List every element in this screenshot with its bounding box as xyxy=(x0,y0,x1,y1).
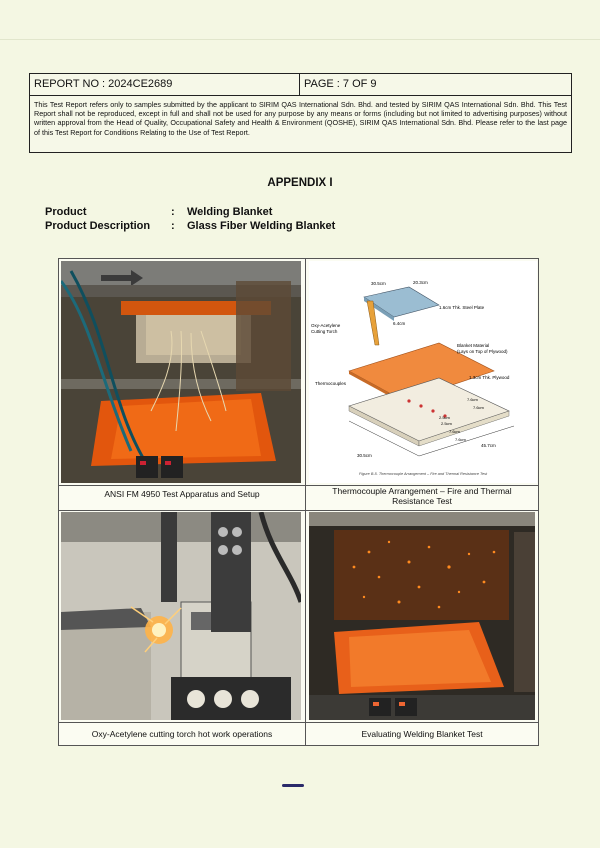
thermocouple-caption xyxy=(306,486,538,506)
product-description-row xyxy=(45,220,335,232)
apparatus-caption: ANSI FM 4950 Test Apparatus and Setup xyxy=(104,489,260,499)
dim-25b-label: 2.5cm xyxy=(441,421,452,426)
torch-label-1: Oxy-Acetylene xyxy=(311,323,341,328)
steel-plate-label: 1.6cm Thk. Steel Plate xyxy=(439,305,485,310)
page-number: PAGE : 7 OF 9 xyxy=(304,78,377,90)
dim-76b-label: 7.6cm xyxy=(473,405,484,410)
report-header-box xyxy=(29,73,572,153)
diagram-figure-caption: Figure B-5. Thermocouple Arrangement – Fire and Thermal Resistance Test xyxy=(359,472,488,476)
dim-bottom-label: 30.5cm xyxy=(357,453,372,458)
blanket-label-1: Blanket Material xyxy=(457,343,490,348)
report-disclaimer: This Test Report refers only to samples submitted by the applicant to SIRIM QAS International Sdn. Bhd. and tested by SIRIM QAS International Sdn. Bhd. This Test Report shall not be reproduced, except in full and shall not be used for any purpose by any means or forms (including but not limited to advertising purposes) without written approval from the Head of Quality, Occupational Safety and Health & Environment (QOSHE), SIRIM QAS International Sdn. Bhd. Please refer to the last page of this Test Report for Conditions Relating to the Use of Test Report. xyxy=(34,100,567,137)
product-row xyxy=(45,206,272,218)
dim-76d-label: 7.6cm xyxy=(455,437,466,442)
product-colon: : xyxy=(171,206,175,218)
product-value: Welding Blanket xyxy=(187,206,273,218)
report-number: REPORT NO : 2024CE2689 xyxy=(30,74,300,95)
apparatus-photo xyxy=(61,261,301,483)
dim-76c-label: 7.6cm xyxy=(449,429,460,434)
torch-photo xyxy=(61,512,301,720)
torch-label-2: Cutting Torch xyxy=(311,329,338,334)
top-divider xyxy=(0,39,600,40)
dim-457-label: 45.7cm xyxy=(481,443,496,448)
dim-25a-label: 2.5cm xyxy=(439,415,450,420)
thermocouple-caption-line2: Resistance Test xyxy=(392,496,452,506)
evaluating-photo xyxy=(309,512,535,720)
plywood-label: 1.3cm Thk. Plywood xyxy=(469,375,510,380)
torch-caption: Oxy-Acetylene cutting torch hot work operations xyxy=(91,729,273,739)
page-footer-mark xyxy=(282,784,304,787)
appendix-title: APPENDIX I xyxy=(267,177,333,189)
product-description-colon: : xyxy=(171,220,175,232)
thermocouples-label: Thermocouples xyxy=(315,381,347,386)
dim-top2-label: 20.3cm xyxy=(413,280,428,285)
dim-64-label: 6.4cm xyxy=(393,321,406,326)
product-description-label: Product Description xyxy=(45,220,151,232)
dim-76a-label: 7.6cm xyxy=(467,397,478,402)
thermocouple-diagram xyxy=(309,261,537,483)
blanket-label-2: (Lays on Top of Plywood) xyxy=(457,349,508,354)
dim-top1-label: 30.5cm xyxy=(371,281,386,286)
thermocouple-caption-line1: Thermocouple Arrangement – Fire and Thermal xyxy=(332,486,512,496)
product-label: Product xyxy=(45,206,87,218)
evaluating-caption: Evaluating Welding Blanket Test xyxy=(361,729,483,739)
product-description-value: Glass Fiber Welding Blanket xyxy=(187,220,336,232)
figure-grid xyxy=(58,258,539,746)
